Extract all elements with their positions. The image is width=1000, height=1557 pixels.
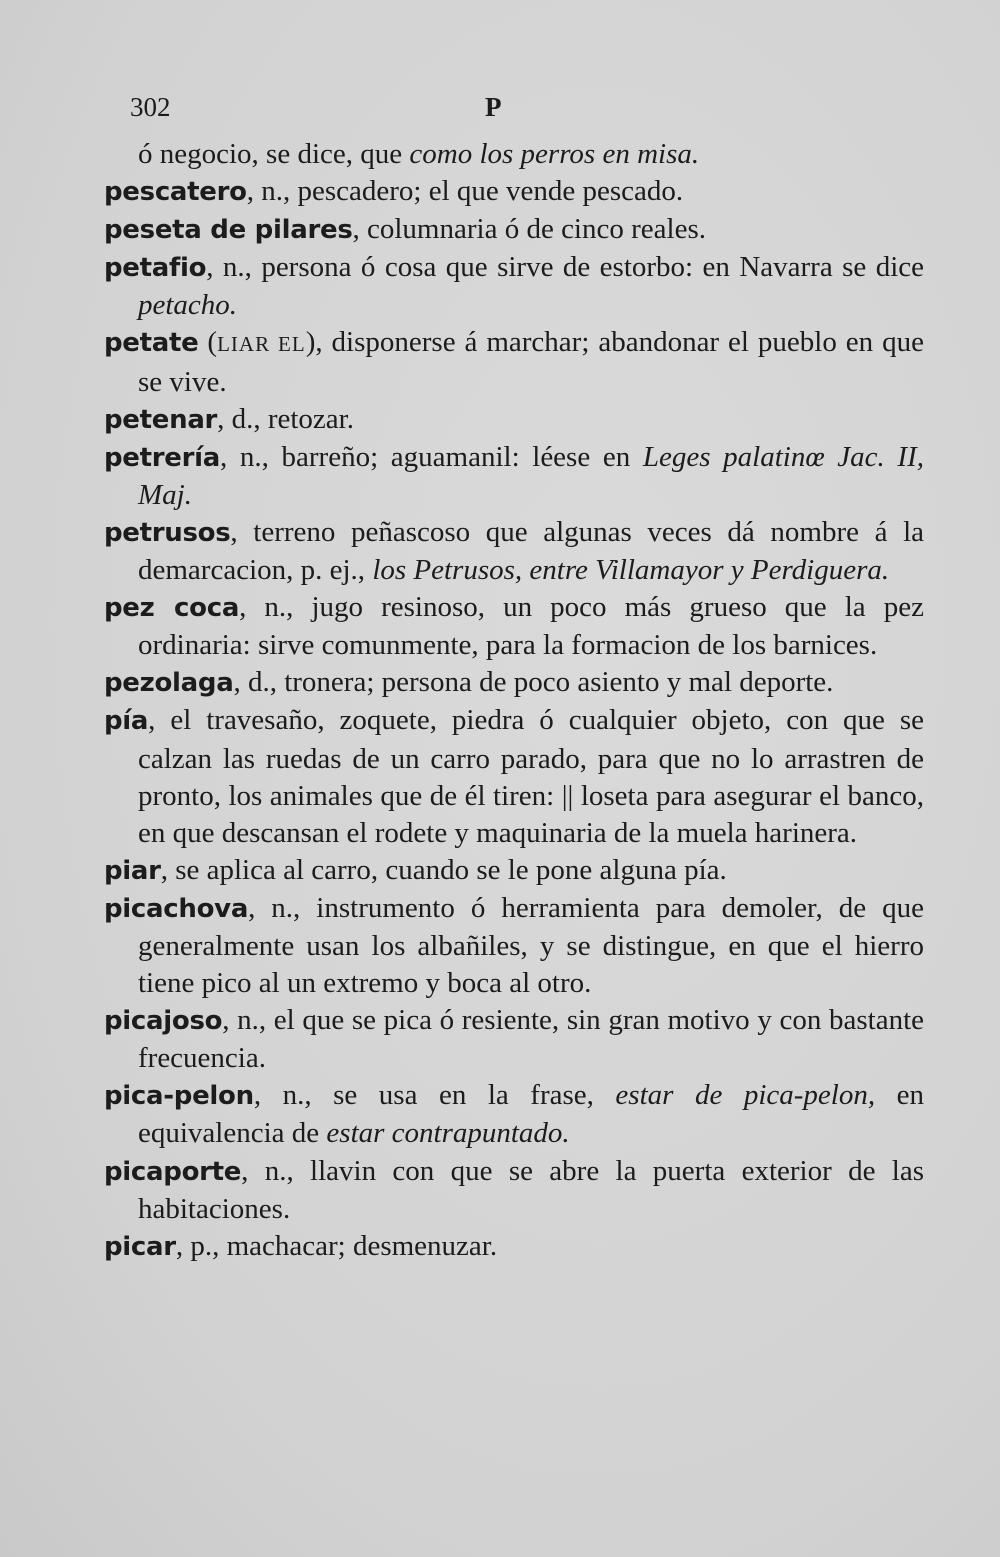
definition-text: ( xyxy=(198,326,218,359)
italic-text: los Petrusos, entre Villamayor y Perdiguera. xyxy=(372,554,890,587)
definition-text: , d., retozar. xyxy=(217,402,354,435)
definition-text: , n., el que se pica ó resiente, sin gran motivo y con bastante frecuencia. xyxy=(138,1004,924,1075)
definition-text: , el travesaño, zoquete, piedra ó cualquier objeto, con que se calzan las ruedas de un carro parado, para que no lo arrastren de pronto, los animales que de él tiren: || loseta para asegurar el banco, en que descansan el rodete y maquinaria de la muela harinera. xyxy=(138,704,924,849)
headword: piar xyxy=(104,855,161,886)
dictionary-entry xyxy=(104,211,924,249)
definition-text: , n., llavin con que se abre la puerta exterior de las habitaciones. xyxy=(138,1154,924,1225)
headword: petate xyxy=(104,328,199,359)
entry-continuation xyxy=(104,136,924,173)
italic-text: como los perros en misa. xyxy=(409,138,700,170)
dictionary-entry xyxy=(104,173,924,211)
headword: petenar xyxy=(104,404,218,435)
italic-text: estar contrapuntado. xyxy=(326,1117,570,1150)
headword: picaporte xyxy=(104,1156,242,1187)
definition-text: , n., se usa en la frase, xyxy=(253,1079,616,1112)
dictionary-entry xyxy=(104,702,924,851)
italic-text: petacho. xyxy=(138,289,238,322)
definition-text: en equivalencia de xyxy=(138,1079,925,1150)
headword: petrusos xyxy=(104,517,231,548)
dictionary-entry xyxy=(104,1077,924,1152)
dictionary-entry xyxy=(104,439,924,514)
definition-text: ó negocio, se dice, que xyxy=(138,138,410,170)
headword: petrería xyxy=(104,442,221,473)
running-head xyxy=(130,92,910,126)
dictionary-entry xyxy=(104,1153,924,1228)
italic-text: Leges palatinœ Jac. II, Maj. xyxy=(138,440,924,511)
dictionary-entry xyxy=(104,401,924,439)
small-caps-text: LIAR EL xyxy=(217,332,306,357)
dictionary-entry xyxy=(104,890,924,1002)
headword: pescatero xyxy=(104,177,247,208)
section-letter: P xyxy=(485,92,502,122)
dictionary-entry xyxy=(104,589,924,664)
dictionary-entry xyxy=(104,324,924,400)
headword: petafio xyxy=(104,253,207,284)
dictionary-entry xyxy=(104,1228,924,1266)
definition-text: , columnaria ó de cinco reales. xyxy=(352,213,706,246)
headword: picajoso xyxy=(104,1006,223,1037)
definition-text: , p., machacar; desmenuzar. xyxy=(175,1229,498,1262)
definition-text: , n., jugo resinoso, un poco más grueso que la pez ordinaria: sirve comunmente, para la formacion de los barnices. xyxy=(138,591,924,662)
headword: pezolaga xyxy=(104,668,234,699)
headword: pica-pelon xyxy=(104,1081,254,1112)
dictionary-entry xyxy=(104,664,924,702)
definition-text: , n., barreño; aguamanil: léese en xyxy=(220,440,643,473)
headword: picar xyxy=(104,1231,176,1262)
dictionary-entry xyxy=(104,514,924,589)
definition-text: , terreno peñascoso que algunas veces dá nombre á la demarcacion, p. ej., xyxy=(138,515,924,587)
definition-text: , n., persona ó cosa que sirve de estorbo: en Navarra se dice xyxy=(206,251,924,284)
italic-text: estar de pica-pelon, xyxy=(615,1079,876,1112)
headword: picachova xyxy=(104,893,249,924)
headword: pía xyxy=(104,706,149,737)
definition-text: , n., pescadero; el que vende pescado. xyxy=(246,175,684,208)
dictionary-entry xyxy=(104,1002,924,1077)
headword: peseta de pilares xyxy=(104,215,353,246)
dictionary-entries xyxy=(104,136,924,1266)
headword: pez coca xyxy=(104,593,240,624)
definition-text: , n., instrumento ó herramienta para demoler, de que generalmente usan los albañiles, y se distingue, en que el hierro tiene pico al un extremo y boca al otro. xyxy=(138,891,924,1000)
dictionary-entry xyxy=(104,852,924,890)
definition-text: , d., tronera; persona de poco asiento y mal deporte. xyxy=(233,666,834,699)
definition-text: ), disponerse á marchar; abandonar el pueblo en que se vive. xyxy=(138,326,924,398)
page-number: 302 xyxy=(130,92,171,122)
dictionary-entry xyxy=(104,249,924,324)
definition-text: , se aplica al carro, cuando se le pone alguna pía. xyxy=(160,853,727,886)
